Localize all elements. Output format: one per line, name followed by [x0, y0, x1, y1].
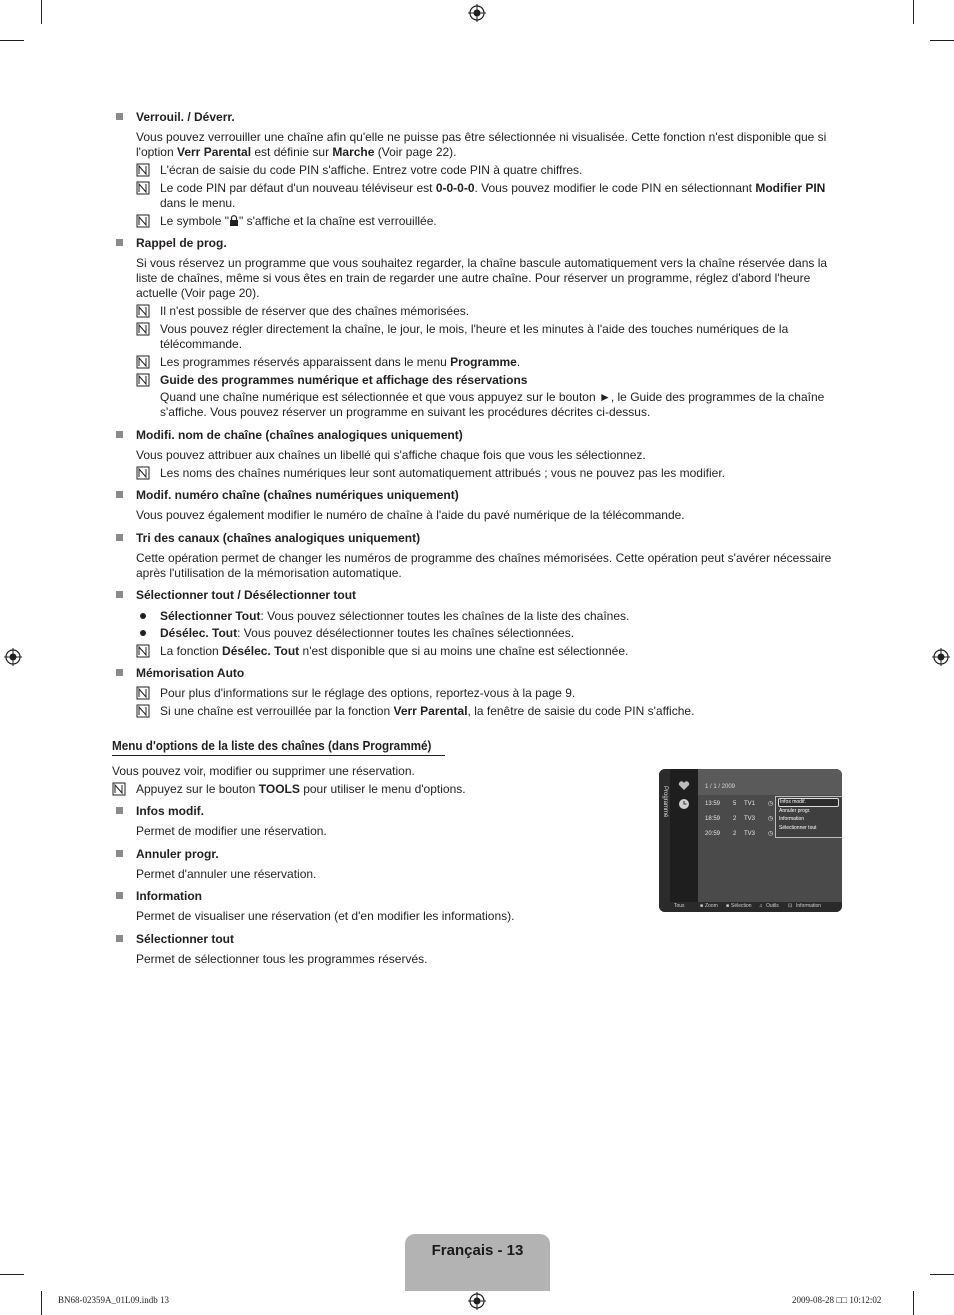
- registration-mark-icon: [932, 648, 950, 666]
- subsection-heading: Menu d'options de la liste des chaînes (dans Programmé): [112, 738, 432, 753]
- round-bullet-icon: [140, 630, 146, 636]
- crop-mark: [41, 1291, 42, 1315]
- paragraph: Vous pouvez attribuer aux chaînes un libellé qui s'affiche chaque fois que vous les sélectionnez.: [136, 448, 646, 462]
- page-number: Français - 13: [431, 1242, 524, 1259]
- note-text: Appuyez sur le bouton TOOLS pour utiliser le menu d'options.: [136, 782, 466, 796]
- registration-mark-icon: [4, 648, 22, 666]
- tv-footer-bullet: ■: [726, 903, 730, 909]
- note-icon: [136, 214, 150, 228]
- tv-footer-bullet: ■: [700, 903, 704, 909]
- note-text: Si une chaîne est verrouillée par la fonction Verr Parental, la fenêtre de saisie du code PIN s'affiche.: [160, 704, 695, 718]
- note-text: Il n'est possible de réserver que des chaînes mémorisées.: [160, 304, 470, 318]
- heart-icon: [678, 781, 690, 791]
- paragraph: Si vous réservez un programme que vous souhaitez regarder, la chaîne bascule automatiquement vers la chaîne réservée dans la liste de chaînes, même si vous êtes en train de regarder une autre chaîne. Pour réserver un programme, réglez d'abord l'heure actuelle (Voir page 20).: [136, 256, 828, 300]
- bullet-text: Désélec. Tout: Vous pouvez désélectionner toutes les chaînes sélectionnées.: [160, 626, 575, 640]
- square-bullet-icon: [116, 113, 123, 120]
- crop-mark: [0, 40, 24, 41]
- section-title: Modifi. nom de chaîne (chaînes analogiques uniquement): [136, 428, 463, 442]
- note-text: Les programmes réservés apparaissent dans le menu Programme.: [160, 355, 521, 369]
- square-bullet-icon: [116, 431, 123, 438]
- note-icon: [136, 644, 150, 658]
- note-icon: [136, 704, 150, 718]
- lock-icon: [229, 215, 239, 226]
- note-text: L'écran de saisie du code PIN s'affiche. Entrez votre code PIN à quatre chiffres.: [160, 163, 583, 177]
- square-bullet-icon: [116, 239, 123, 246]
- tv-footer-item: Tous: [674, 903, 685, 909]
- tv-menu-item: Annuler progr.: [779, 808, 811, 814]
- bullet-text: Sélectionner Tout: Vous pouvez sélectionner toutes les chaînes de la liste des chaînes.: [160, 609, 630, 623]
- section-title: Tri des canaux (chaînes analogiques uniquement): [136, 531, 421, 545]
- section-title: Modif. numéro chaîne (chaînes numériques uniquement): [136, 488, 459, 502]
- clock-icon: [678, 798, 690, 810]
- option-title: Annuler progr.: [136, 847, 219, 861]
- registration-mark-icon: [468, 4, 486, 22]
- note-icon: [136, 304, 150, 318]
- note-icon: [136, 322, 150, 336]
- note-icon: [136, 355, 150, 369]
- note-text: Vous pouvez régler directement la chaîne, le jour, le mois, l'heure et les minutes à l'aide des touches numériques de la télécommande.: [160, 322, 789, 351]
- option-text: Permet de visualiser une réservation (et d'en modifier les informations).: [136, 909, 515, 923]
- square-bullet-icon: [116, 892, 123, 899]
- note-icon: [136, 373, 150, 387]
- square-bullet-icon: [116, 491, 123, 498]
- note-text: Pour plus d'informations sur le réglage des options, reportez-vous à la page 9.: [160, 686, 576, 700]
- registration-mark-icon: [468, 1292, 486, 1310]
- note-text: Le code PIN par défaut d'un nouveau téléviseur est 0-0-0-0. Vous pouvez modifier le code PIN en sélectionnant Modifier PIN dans le menu.: [160, 181, 826, 210]
- print-timestamp: 2009-08-28 □□ 10:12:02: [792, 1295, 882, 1305]
- note-text: La fonction Désélec. Tout n'est disponible que si au moins une chaîne est sélectionnée.: [160, 644, 629, 658]
- option-title: Sélectionner tout: [136, 932, 235, 946]
- square-bullet-icon: [116, 591, 123, 598]
- option-text: Permet de sélectionner tous les programmes réservés.: [136, 952, 428, 966]
- square-bullet-icon: [116, 935, 123, 942]
- note-title: Guide des programmes numérique et affichage des réservations: [160, 373, 528, 387]
- tv-footer-bar: [659, 902, 842, 912]
- crop-mark: [930, 40, 954, 41]
- note-icon: [136, 163, 150, 177]
- tv-menu-item: Sélectionner tout: [779, 825, 817, 831]
- option-title: Information: [136, 889, 202, 903]
- tv-date: 1 / 1 / 2009: [705, 784, 736, 790]
- info-icon: ⊡: [788, 903, 793, 909]
- paragraph: Vous pouvez verrouiller une chaîne afin qu'elle ne puisse pas être sélectionnée ni visualisée. Cette fonction n'est disponible que si l'option Verr Parental est définie sur Marche (Voir page 22).: [136, 130, 827, 159]
- tv-icon-column: [670, 769, 698, 902]
- tv-sidebar-label: Programmé: [662, 786, 668, 818]
- tv-menu-item: Information: [779, 816, 805, 822]
- square-bullet-icon: [116, 534, 123, 541]
- tv-screen-illustration: Programmé 1 / 1 / 2009 13:59 5 TV1 ◷ 18:59 2 TV3 ◷ 20:59 2 TV3 ◷ Infos modif. Annuler progr. Information Sélectionner tout Tous ■ Zoom ■ Sélection ♫ Outils ⊡ Information: [659, 769, 842, 912]
- crop-mark: [913, 1291, 914, 1315]
- crop-mark: [930, 1274, 954, 1275]
- crop-mark: [0, 1274, 24, 1275]
- option-text: Permet d'annuler une réservation.: [136, 867, 317, 881]
- tv-footer-item: Zoom: [705, 903, 718, 909]
- section-title: Verrouil. / Déverr.: [136, 110, 235, 124]
- section-title: Mémorisation Auto: [136, 666, 245, 680]
- option-title: Infos modif.: [136, 804, 204, 818]
- heading-underline: [112, 755, 445, 756]
- option-text: Permet de modifier une réservation.: [136, 824, 327, 838]
- note-text: Les noms des chaînes numériques leur sont automatiquement attribués ; vous ne pouvez pas les modifier.: [160, 466, 725, 480]
- note-icon: [136, 466, 150, 480]
- tv-footer-item: Outils: [766, 903, 779, 909]
- tv-footer-item: Information: [796, 903, 822, 909]
- tv-options-menu: [775, 796, 842, 838]
- tools-icon: ♫: [759, 903, 763, 909]
- note-text: Quand une chaîne numérique est sélectionnée et que vous appuyez sur le bouton ►, le Guide des programmes de la chaîne s'affiche. Vous pouvez réserver un programme en suivant les procédures décrites ci-dessus.: [160, 390, 825, 419]
- square-bullet-icon: [116, 807, 123, 814]
- paragraph: Cette opération permet de changer les numéros de programme des chaînes mémorisées. Cette opération peut s'avérer nécessaire après l'utilisation de la mémorisation automatique.: [136, 551, 832, 580]
- section-title: Sélectionner tout / Désélectionner tout: [136, 588, 357, 602]
- paragraph: Vous pouvez également modifier le numéro de chaîne à l'aide du pavé numérique de la télécommande.: [136, 508, 685, 522]
- tv-menu-item: Infos modif.: [778, 798, 839, 807]
- note-icon: [136, 181, 150, 195]
- subsection-intro: Vous pouvez voir, modifier ou supprimer une réservation.: [112, 764, 415, 778]
- crop-mark: [41, 0, 42, 24]
- tv-header-bar: [698, 769, 842, 795]
- print-file-info: BN68-02359A_01L09.indb 13: [58, 1295, 169, 1305]
- square-bullet-icon: [116, 850, 123, 857]
- tv-footer-item: Sélection: [731, 903, 752, 909]
- note-icon: [112, 782, 126, 796]
- square-bullet-icon: [116, 669, 123, 676]
- crop-mark: [913, 0, 914, 24]
- round-bullet-icon: [140, 613, 146, 619]
- section-title: Rappel de prog.: [136, 236, 227, 250]
- note-text: Le symbole " " s'affiche et la chaîne est verrouillée.: [160, 214, 437, 228]
- note-icon: [136, 686, 150, 700]
